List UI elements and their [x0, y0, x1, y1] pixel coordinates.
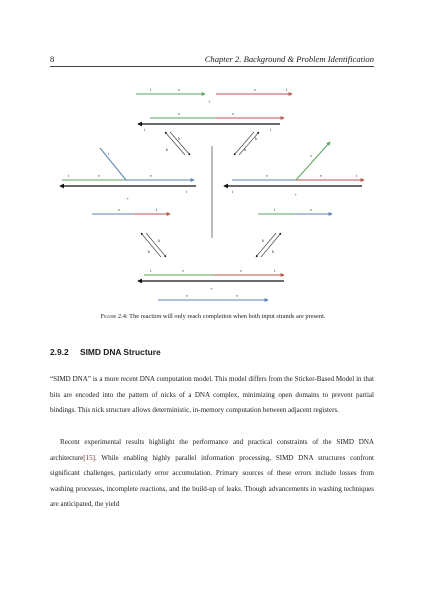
label: v — [310, 153, 313, 158]
plus-sign: + — [126, 196, 130, 201]
plus-sign: + — [210, 286, 214, 291]
citation-link[interactable]: [15] — [83, 453, 96, 462]
label: v — [320, 173, 323, 178]
paragraph-2-text-b: . While enabling highly parallel information processing, SIMD DNA structures confront significant challenges, particularly error accumulation. Primary sources of these errors include losses from washing processes, incomplete reactions, and the build-up of leaks. Though advancements in washing techniques are anticipated, the yield — [50, 453, 374, 509]
label: v — [182, 268, 185, 273]
label: v — [178, 87, 181, 92]
label: v — [118, 207, 121, 212]
label: t — [108, 151, 110, 156]
label: v — [178, 111, 181, 116]
label: t — [150, 268, 152, 273]
rate-label: k — [272, 249, 275, 254]
label: v — [266, 173, 269, 178]
label: t — [144, 127, 146, 132]
caption-label: Figure 2.4: — [100, 313, 128, 320]
rate-label: k — [262, 238, 265, 243]
page-number: 8 — [50, 54, 55, 64]
rate-label: k — [178, 136, 181, 141]
row2-complex — [138, 111, 284, 132]
paragraph-2 — [50, 435, 374, 513]
label: t — [232, 189, 234, 194]
row6-strand — [158, 293, 268, 300]
paragraph-1: “SIMD DNA” is a more recent DNA computation model. This model differs from the Sticker-Based Model in that bits are encoded into the pattern of nicks of a DNA complex, minimizing open domains to prevent partial bindings. This nick structure allows deterministic, in-memory computation between adjacent registers. — [50, 375, 374, 415]
section-title: SIMD DNA Structure — [80, 347, 161, 357]
label: v — [150, 173, 153, 178]
label: t — [356, 173, 358, 178]
section-number: 2.9.2 — [50, 347, 69, 357]
caption-text: The reaction will only reach completion when both input strands are present. — [127, 313, 326, 320]
label: t — [270, 127, 272, 132]
rate-label: k — [244, 147, 247, 152]
label: t — [286, 87, 288, 92]
row3-left — [60, 148, 196, 201]
rate-label: k — [158, 238, 161, 243]
rate-label: k — [166, 147, 169, 152]
label: t — [186, 189, 188, 194]
label: t — [156, 207, 158, 212]
label: v — [232, 111, 235, 116]
rate-label: k — [148, 249, 151, 254]
section-heading — [50, 347, 161, 357]
label: t — [274, 207, 276, 212]
chapter-title: Chapter 2. Background & Problem Identification — [204, 54, 374, 64]
label: v — [186, 293, 189, 298]
label: v — [236, 293, 239, 298]
label: v — [240, 268, 243, 273]
label: v — [310, 207, 313, 212]
plus-sign: + — [294, 192, 298, 197]
row5-complex — [138, 268, 284, 291]
figure-caption — [78, 313, 348, 322]
label: t — [68, 173, 70, 178]
rate-label: k — [255, 136, 258, 141]
label: v — [98, 173, 101, 178]
lower-reaction-arrows — [141, 233, 281, 257]
row1-strands — [136, 87, 292, 104]
paragraph-2-text-a: Recent experimental results highlight the performance and practical constraints of the SIMD DNA architecture — [50, 438, 374, 462]
plus-sign: + — [208, 99, 212, 104]
label: t — [274, 268, 276, 273]
label: v — [254, 87, 257, 92]
label: t — [150, 87, 152, 92]
